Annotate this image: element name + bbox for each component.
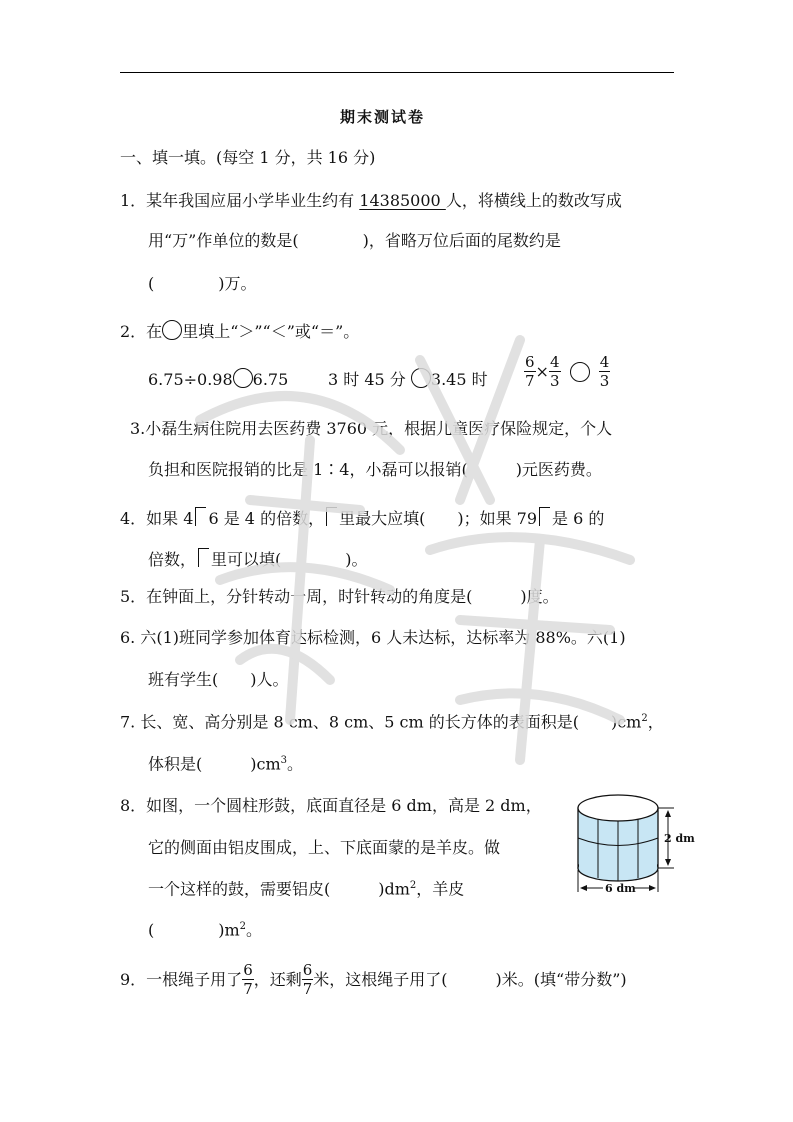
compare-circle-a[interactable] [233,368,253,388]
q8-line3[interactable]: 一个这样的鼓，需要铝皮( )$dm^2$，羊皮 [148,879,465,899]
q1-line3[interactable]: ( )万。 [148,274,257,293]
fraction-6-7-used: $\frac{6}{7}$ [243,961,253,998]
q2-a-right: 6.75 [252,370,289,389]
times-sign: × [535,362,549,381]
q1-text-b: 人，将横线上的数改写成 [445,191,622,210]
drum-figure [570,790,695,895]
q4-text-d: 是 6 的 [552,509,605,528]
q4-line1 [120,507,604,527]
q3-line2[interactable]: 负担和医院报销的比是 1∶4，小磊可以报销( )元医药费。 [148,460,602,479]
q6-line2[interactable]: 班有学生( )人。 [148,670,289,689]
q8-line1: 8．如图，一个圆柱形鼓，底面直径是 6 dm，高是 2 dm， [120,796,542,815]
q6-line1: 6. 六(1)班同学参加体育达标检测，6 人未达标，达标率为 88%。六(1) [120,628,626,647]
q7-line1[interactable]: 7. 长、宽、高分别是 8 cm、8 cm、5 cm 的长方体的表面积是( )$cm^2$， [120,712,664,732]
q2-item-a [148,368,288,388]
q2-item-b [328,368,488,388]
compare-circle-b[interactable] [411,368,431,388]
q2-text-a: 2．在 [120,322,163,341]
q2-line1 [120,320,359,340]
q8-exponent-a: 2 [409,880,417,891]
q1-line2[interactable]: 用“万”作单位的数是( )，省略万位后面的尾数约是 [148,231,561,250]
q7-exponent-2: 2 [641,713,648,724]
q1-text-a: 1．某年我国应届小学毕业生约有 [120,191,360,210]
q4-text-a: 4．如果 4 [120,509,194,528]
q4-text-f[interactable]: 里可以填( )。 [211,550,368,569]
header-rule [120,72,674,73]
fraction-6-7-left: $\frac{6}{7}$ [302,961,313,998]
digit-box-icon-2 [198,548,209,567]
digit-box-a[interactable] [195,507,206,526]
q7-exponent-3: 3 [280,755,287,766]
page-title: 期末测试卷 [340,108,426,126]
circle-blank-icon [162,320,182,340]
q2-b-left: 3 时 45 分 [328,370,406,389]
q4-text-e: 倍数， [148,550,197,569]
q7-line2[interactable]: 体积是( )$cm^3$。 [148,754,304,774]
q2-item-c [524,355,610,389]
fraction-4-3-b: $\frac{4}{3}$ [599,353,610,390]
q9-line1[interactable]: 9．一根绳子用了 $\frac{6}{7}$ ，还剩 $\frac{6}{7}$ 米，这根绳子用了( )米。(填“带分数”) [120,961,627,998]
compare-circle-c[interactable] [570,362,590,382]
q5-line1[interactable]: 5．在钟面上，分针转动一周，时针转动的角度是( )度。 [120,587,559,606]
q8-exponent-b: 2 [239,921,247,932]
q3-line1: 3.小磊生病住院用去医药费 3760 元，根据儿童医疗保险规定，个人 [130,419,613,438]
q1-underlined-number: 14385000 [359,191,446,210]
q2-text-b: 里填上“＞”“＜”或“＝”。 [182,322,360,341]
q4-line2 [148,548,368,568]
fraction-6-7: $\frac{6}{7}$ [525,353,535,390]
q8-line2: 它的侧面由铝皮围成，上、下底面蒙的是羊皮。做 [148,838,501,857]
q4-text-b: 6 是 4 的倍数， [208,509,325,528]
q4-text-c[interactable]: 里最大应填( )；如果 79 [339,509,538,528]
fraction-4-3-a: $\frac{4}{3}$ [549,353,560,390]
q1-line1 [120,193,622,209]
digit-box-b[interactable] [539,507,550,526]
q2-b-right: 3.45 时 [430,370,488,389]
height-label: 2 dm [664,832,695,845]
q8-line4[interactable]: ( )$m^2$。 [148,920,263,940]
width-label: 6 dm [605,882,636,895]
digit-box-icon [326,507,337,526]
section-heading: 一、填一填。(每空 1 分，共 16 分) [120,148,376,167]
q2-a-left: 6.75÷0.98 [148,370,233,389]
